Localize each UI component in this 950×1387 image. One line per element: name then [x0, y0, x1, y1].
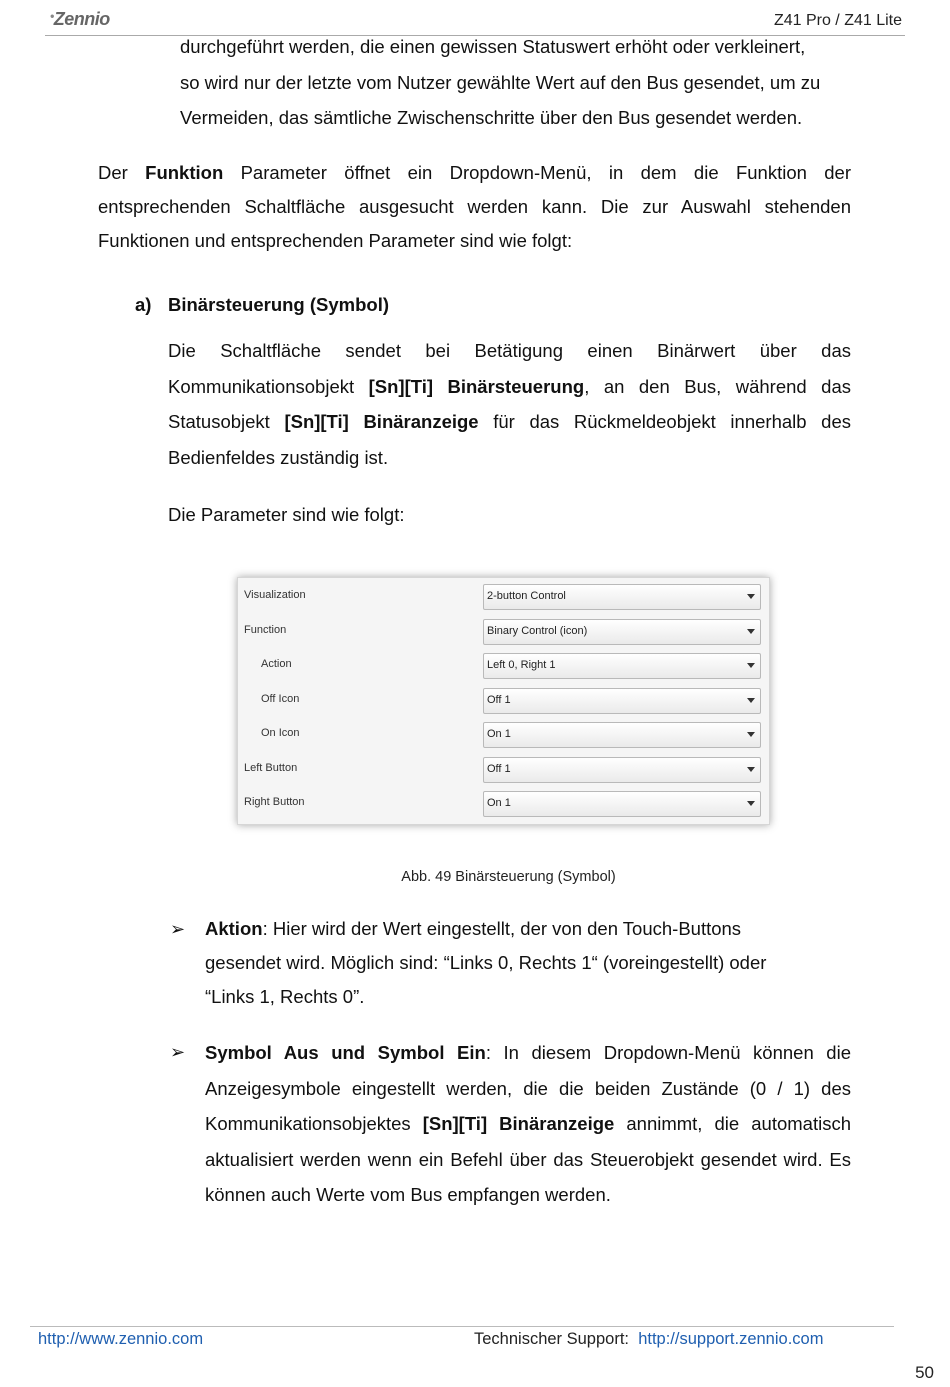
chevron-down-icon	[747, 629, 755, 634]
action-dropdown[interactable]	[483, 653, 761, 679]
chevron-down-icon	[747, 594, 755, 599]
bullet-title: Aktion	[205, 918, 263, 939]
function-keyword: Funktion	[145, 162, 224, 183]
intro-line-3: Vermeiden, das sämtliche Zwischenschritte über den Bus gesendet werden.	[180, 107, 803, 128]
chevron-down-icon	[747, 663, 755, 668]
param-label: Action	[261, 658, 292, 670]
dropdown-value: Binary Control (icon)	[487, 625, 588, 637]
param-row-left-button	[238, 757, 769, 785]
on-icon-dropdown[interactable]	[483, 722, 761, 748]
object-binary-control: [Sn][Ti] Binärsteuerung	[368, 375, 585, 397]
params-intro: Die Parameter sind wie folgt:	[168, 504, 405, 525]
dropdown-value: Off 1	[487, 763, 511, 775]
intro-line-1: durchgeführt werden, die einen gewissen Statuswert erhöht oder verkleinert,	[180, 36, 806, 57]
right-button-dropdown[interactable]	[483, 791, 761, 817]
section-text-2: , an den Bus, während das Statusobjekt	[168, 375, 851, 432]
section-label: a)	[135, 294, 152, 315]
document-title: Z41 Pro / Z41 Lite	[773, 12, 902, 29]
chevron-down-icon	[747, 801, 755, 806]
bullet-arrow-icon: ➢	[170, 1042, 186, 1062]
support-info	[474, 1330, 823, 1349]
section-title: Binärsteuerung (Symbol)	[168, 294, 389, 315]
intro-continuation	[180, 29, 860, 136]
chevron-down-icon	[747, 698, 755, 703]
bullet-text: : In diesem Dropdown-Menü können die Anzeigesymbole eingestellt werden, die die beiden Zustände (0 / 1) des Kommunikationsobjektes	[205, 1042, 851, 1134]
zennio-logo: •Zennio	[50, 9, 110, 29]
param-label: Visualization	[244, 589, 306, 601]
off-icon-dropdown[interactable]	[483, 688, 761, 714]
section-heading	[135, 294, 389, 316]
param-label: Right Button	[244, 796, 305, 808]
param-label: Off Icon	[261, 693, 300, 705]
section-text-1: Die Schaltfläche sendet bei Betätigung einen Binärwert über das Kommunikationsobjekt	[168, 340, 851, 397]
function-dropdown[interactable]	[483, 619, 761, 645]
param-row-on-icon	[238, 722, 769, 750]
dropdown-value: Off 1	[487, 694, 511, 706]
dropdown-value: Left 0, Right 1	[487, 659, 556, 671]
param-row-visualization	[238, 584, 769, 612]
support-link[interactable]: http://support.zennio.com	[638, 1330, 824, 1348]
bullet-icons	[205, 1035, 851, 1213]
left-button-dropdown[interactable]	[483, 757, 761, 783]
object-binary-indicator: [Sn][Ti] Binäranzeige	[284, 411, 479, 432]
dropdown-value: 2-button Control	[487, 590, 566, 602]
figure-caption: Abb. 49 Binärsteuerung (Symbol)	[401, 869, 616, 885]
object-binary-indicator: [Sn][Ti] Binäranzeige	[422, 1113, 615, 1134]
website-link[interactable]: http://www.zennio.com	[38, 1330, 204, 1348]
dropdown-value: On 1	[487, 728, 511, 740]
section-paragraph	[168, 333, 851, 475]
bullet-title: Symbol Aus und Symbol Ein	[205, 1042, 486, 1063]
intro-line-2: so wird nur der letzte vom Nutzer gewählte Wert auf den Bus gesendet, um zu	[180, 71, 821, 93]
chevron-down-icon	[747, 767, 755, 772]
param-label: Function	[244, 624, 287, 636]
param-label: On Icon	[261, 727, 300, 739]
param-row-function	[238, 619, 769, 647]
function-text-2: Parameter öffnet ein Dropdown-Menü, in dem die Funktion der entsprechenden Schaltfläche ausgesucht werden kann. Die zur Auswahl stehenden Funktionen und entsprechenden Parameter sind wie folgt:	[98, 162, 852, 251]
parameter-screenshot	[237, 577, 770, 825]
param-row-off-icon	[238, 688, 769, 716]
function-paragraph	[98, 156, 851, 258]
bullet-text-2: annimmt, die automatisch aktualisiert werden wenn ein Befehl über das Steuerobjekt gesendet wird. Es können auch Werte vom Bus empfangen werden.	[205, 1113, 851, 1205]
section-text-3: für das Rückmeldeobjekt innerhalb des Bedienfeldes zuständig ist.	[168, 411, 851, 468]
logo-text: Zennio	[53, 9, 110, 29]
support-label: Technischer Support:	[474, 1330, 630, 1348]
bullet-text: : Hier wird der Wert eingestellt, der von den Touch-Buttons gesendet wird. Möglich sind: “Links 0, Rechts 1“ (voreingestellt) oder “Links 1, Rechts 0”.	[205, 918, 767, 1007]
page-number: 50	[915, 1363, 934, 1382]
bullet-arrow-icon: ➢	[170, 919, 186, 939]
function-text-1: Der	[98, 162, 146, 183]
bullet-action	[205, 912, 805, 1014]
param-label: Left Button	[244, 762, 298, 774]
chevron-down-icon	[747, 732, 755, 737]
param-row-right-button	[238, 791, 769, 819]
dropdown-value: On 1	[487, 797, 511, 809]
visualization-dropdown[interactable]	[483, 584, 761, 610]
footer-divider	[30, 1326, 894, 1327]
param-row-action	[238, 653, 769, 681]
